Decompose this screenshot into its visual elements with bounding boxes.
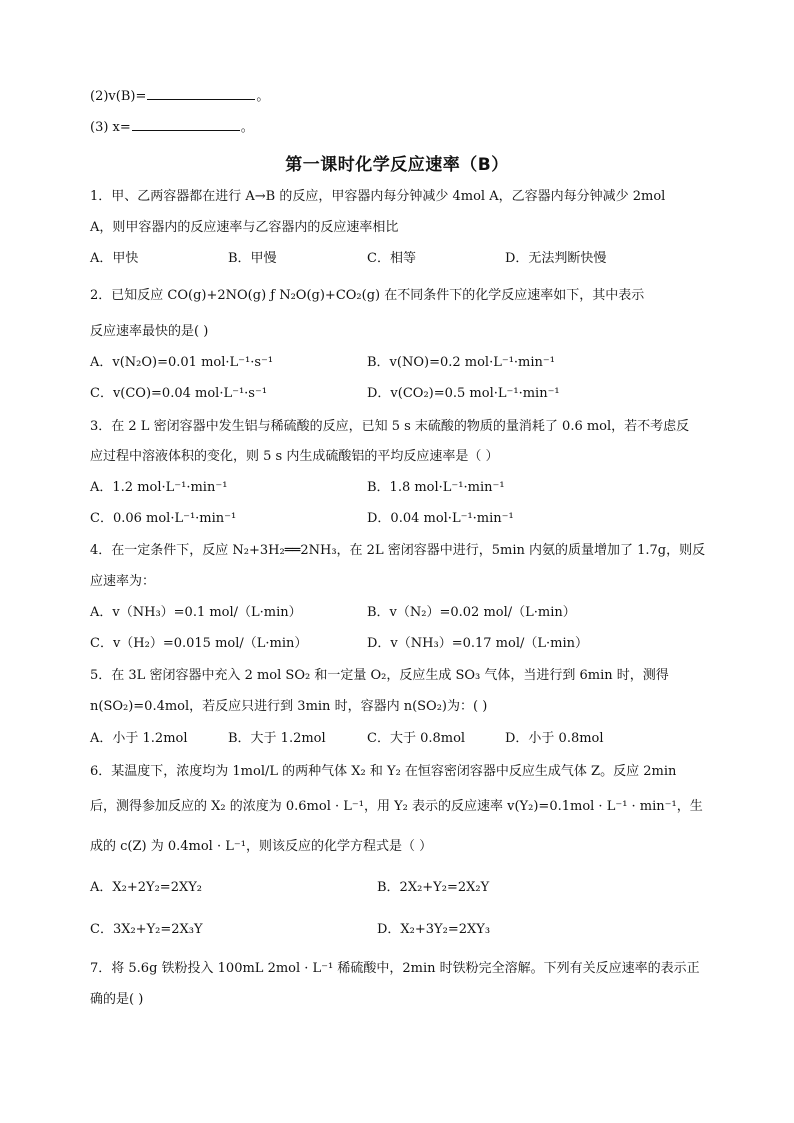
q2-stem-line-2: 反应速率最快的是( ): [90, 324, 209, 339]
answer-3-suffix: 。: [240, 120, 254, 135]
q4-stem-line-1: 4．在一定条件下，反应 N₂+3H₂══2NH₃，在 2L 密闭容器中进行，5min 内氨的质量增加了 1.7g，则反: [90, 543, 706, 558]
q3-stem-line-1: 3．在 2 L 密闭容器中发生铝与稀硫酸的反应，已知 5 s 末硫酸的物质的量消耗了 0.6 mol，若不考虑反: [90, 419, 690, 434]
q2-option-a: A．v(N₂O)=0.01 mol·L⁻¹·s⁻¹: [90, 355, 274, 370]
q4-option-d: D．v（NH₃）=0.17 mol/（L·min）: [367, 636, 588, 651]
q6-option-b: B．2X₂+Y₂=2X₂Y: [377, 880, 490, 895]
q2-option-b: B．v(NO)=0.2 mol·L⁻¹·min⁻¹: [367, 355, 555, 370]
answer-2-suffix: 。: [256, 89, 270, 104]
q6-stem-line-3: 成的 c(Z) 为 0.4mol · L⁻¹，则该反应的化学方程式是（ ）: [90, 839, 433, 854]
q2-stem-line-1: 2．已知反应 CO(g)+2NO(g) ƒ N₂O(g)+CO₂(g) 在不同条件下的化学反应速率如下，其中表示: [90, 288, 645, 303]
q3-option-a: A．1.2 mol·L⁻¹·min⁻¹: [90, 480, 228, 495]
q3-option-d: D．0.04 mol·L⁻¹·min⁻¹: [367, 511, 514, 526]
q6-option-c: C．3X₂+Y₂=2X₃Y: [90, 922, 203, 937]
q4-option-a: A．v（NH₃）=0.1 mol/（L·min）: [90, 605, 302, 620]
q4-stem-line-2: 应速率为：: [90, 574, 156, 589]
q5-option-d: D．小于 0.8mol: [505, 731, 604, 746]
q5-option-b: B．大于 1.2mol: [228, 731, 326, 746]
q1-stem-line-2: A，则甲容器内的反应速率与乙容器内的反应速率相比: [90, 220, 399, 235]
answer-line-3: [90, 118, 254, 136]
q5-stem-line-1: 5．在 3L 密闭容器中充入 2 mol SO₂ 和一定量 O₂，反应生成 SO₃ 气体，当进行到 6min 时，测得: [90, 668, 669, 683]
answer-3-prefix: (3) x=: [90, 120, 131, 135]
q4-option-c: C．v（H₂）=0.015 mol/（L·min）: [90, 636, 308, 651]
section-title: 第一课时化学反应速率（B）: [285, 155, 509, 175]
q5-option-a: A．小于 1.2mol: [90, 731, 188, 746]
q6-option-d: D．X₂+3Y₂=2XY₃: [377, 922, 491, 937]
q1-option-b: B．甲慢: [228, 251, 277, 266]
q1-option-d: D．无法判断快慢: [505, 251, 607, 266]
q3-option-c: C．0.06 mol·L⁻¹·min⁻¹: [90, 511, 237, 526]
q7-stem-line-2: 确的是( ): [90, 992, 144, 1007]
q6-option-a: A．X₂+2Y₂=2XY₂: [90, 880, 203, 895]
q5-stem-line-2: n(SO₂)=0.4mol，若反应只进行到 3min 时，容器内 n(SO₂)为：( ): [90, 699, 488, 714]
q2-option-d: D．v(CO₂)=0.5 mol·L⁻¹·min⁻¹: [367, 386, 560, 401]
answer-2-prefix: (2)v(B)=: [90, 89, 147, 104]
answer-3-blank[interactable]: [132, 118, 240, 131]
q3-option-b: B．1.8 mol·L⁻¹·min⁻¹: [367, 480, 505, 495]
q7-stem-line-1: 7．将 5.6g 铁粉投入 100mL 2mol · L⁻¹ 稀硫酸中，2min 时铁粉完全溶解。下列有关反应速率的表示正: [90, 961, 700, 976]
q3-stem-line-2: 应过程中溶液体积的变化，则 5 s 内生成硫酸铝的平均反应速率是（ ）: [90, 449, 499, 464]
q5-option-c: C．大于 0.8mol: [367, 731, 466, 746]
answer-2-blank[interactable]: [147, 87, 255, 100]
q4-option-b: B．v（N₂）=0.02 mol/（L·min）: [367, 605, 576, 620]
q6-stem-line-2: 后，测得参加反应的 X₂ 的浓度为 0.6mol · L⁻¹，用 Y₂ 表示的反应速率 v(Y₂)=0.1mol · L⁻¹ · min⁻¹，生: [90, 799, 703, 814]
q1-option-c: C．相等: [367, 251, 416, 266]
q6-stem-line-1: 6．某温度下，浓度均为 1mol/L 的两种气体 X₂ 和 Y₂ 在恒容密闭容器中反应生成气体 Z。反应 2min: [90, 764, 677, 779]
answer-line-2: [90, 87, 269, 105]
q1-option-a: A．甲快: [90, 251, 139, 266]
q2-option-c: C．v(CO)=0.04 mol·L⁻¹·s⁻¹: [90, 386, 268, 401]
q1-stem-line-1: 1．甲、乙两容器都在进行 A→B 的反应，甲容器内每分钟减少 4mol A，乙容器内每分钟减少 2mol: [90, 189, 666, 204]
